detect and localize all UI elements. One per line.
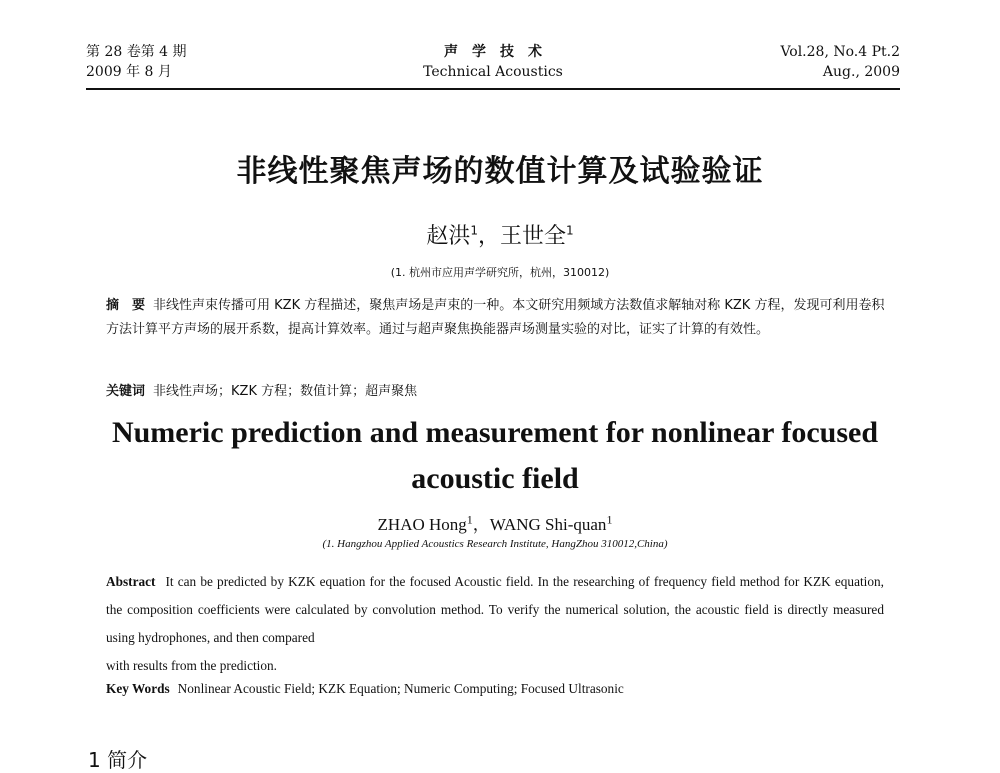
affiliation-en: (1. Hangzhou Applied Acoustics Research Institute, HangZhou 310012,China) [322, 538, 668, 550]
affil-mark: 1 [566, 223, 574, 238]
affil-mark: 1 [466, 512, 473, 527]
keywords-text-en: Nonlinear Acoustic Field; KZK Equation; Numeric Computing; Focused Ultrasonic [177, 681, 624, 696]
title-en-line-2: acoustic field [411, 462, 579, 495]
keywords-en [106, 678, 896, 700]
abstract-label-en: Abstract [106, 574, 156, 589]
authors-en [0, 510, 990, 535]
affil-mark: 1 [470, 223, 478, 238]
affiliation-cn: (1. 杭州市应用声学研究所，杭州，310012) [390, 266, 610, 279]
header-right [780, 42, 900, 82]
header-rule [86, 88, 900, 90]
cut-off-text-line [560, 752, 900, 760]
title-en-line-1: Numeric prediction and measurement for nonlinear focused [111, 416, 879, 449]
volume-cn: 第 28 卷第 4 期 [86, 44, 187, 60]
abstract-en-para-1 [106, 568, 884, 652]
section-heading: 1 简介 [88, 748, 148, 772]
header-center [86, 42, 900, 82]
keywords-cn [106, 381, 896, 403]
abstract-text-en-1: It can be predicted by KZK equation for the focused Acoustic field. In the researching of frequency field method for KZK equation, the composition coefficients were calculated by convolution method. To verify the numerical solution, the acoustic field is directly measured using hydrophones, and then compared [106, 574, 884, 645]
keywords-text-cn: 非线性声场；KZK 方程；数值计算；超声聚焦 [153, 384, 418, 399]
abstract-label-cn: 摘 要 [106, 298, 146, 313]
title-en [0, 410, 990, 502]
running-header [86, 42, 900, 94]
date-cn: 2009 年 8 月 [86, 64, 172, 80]
abstract-text-en-2: with results from the prediction. [106, 658, 277, 673]
author-separator: ， [472, 515, 490, 534]
abstract-text-cn: 非线性声束传播可用 KZK 方程描述，聚焦声场是声束的一种。本文研究用频域方法数值求解轴对称 KZK 方程，发现可利用卷积方法计算平方声场的展开系数，提高计算效率。通过与超声聚焦换能器声场测量实验的对比，证实了计算的有效性。 [106, 298, 885, 337]
journal-name-cn: 声学技术 [444, 44, 556, 60]
author-cn-2: 王世全 [500, 224, 567, 249]
author-en-1: ZHAO Hong [377, 515, 467, 534]
author-cn-1: 赵洪 [426, 224, 471, 249]
title-cn: 非线性聚焦声场的数值计算及试验验证 [236, 154, 764, 189]
affil-mark: 1 [606, 512, 613, 527]
keywords-label-cn: 关键词 [106, 384, 146, 399]
abstract-en [106, 568, 884, 680]
author-en-2: WANG Shi-quan [489, 515, 607, 534]
journal-name-en: Technical Acoustics [423, 64, 563, 80]
authors-cn: 赵洪$^1$，王世全$^1$ [426, 223, 574, 249]
volume-en: Vol.28, No.4 Pt.2 [780, 44, 900, 60]
keywords-label-en: Key Words [106, 681, 170, 696]
date-en: Aug., 2009 [822, 64, 900, 80]
abstract-cn [106, 294, 896, 342]
